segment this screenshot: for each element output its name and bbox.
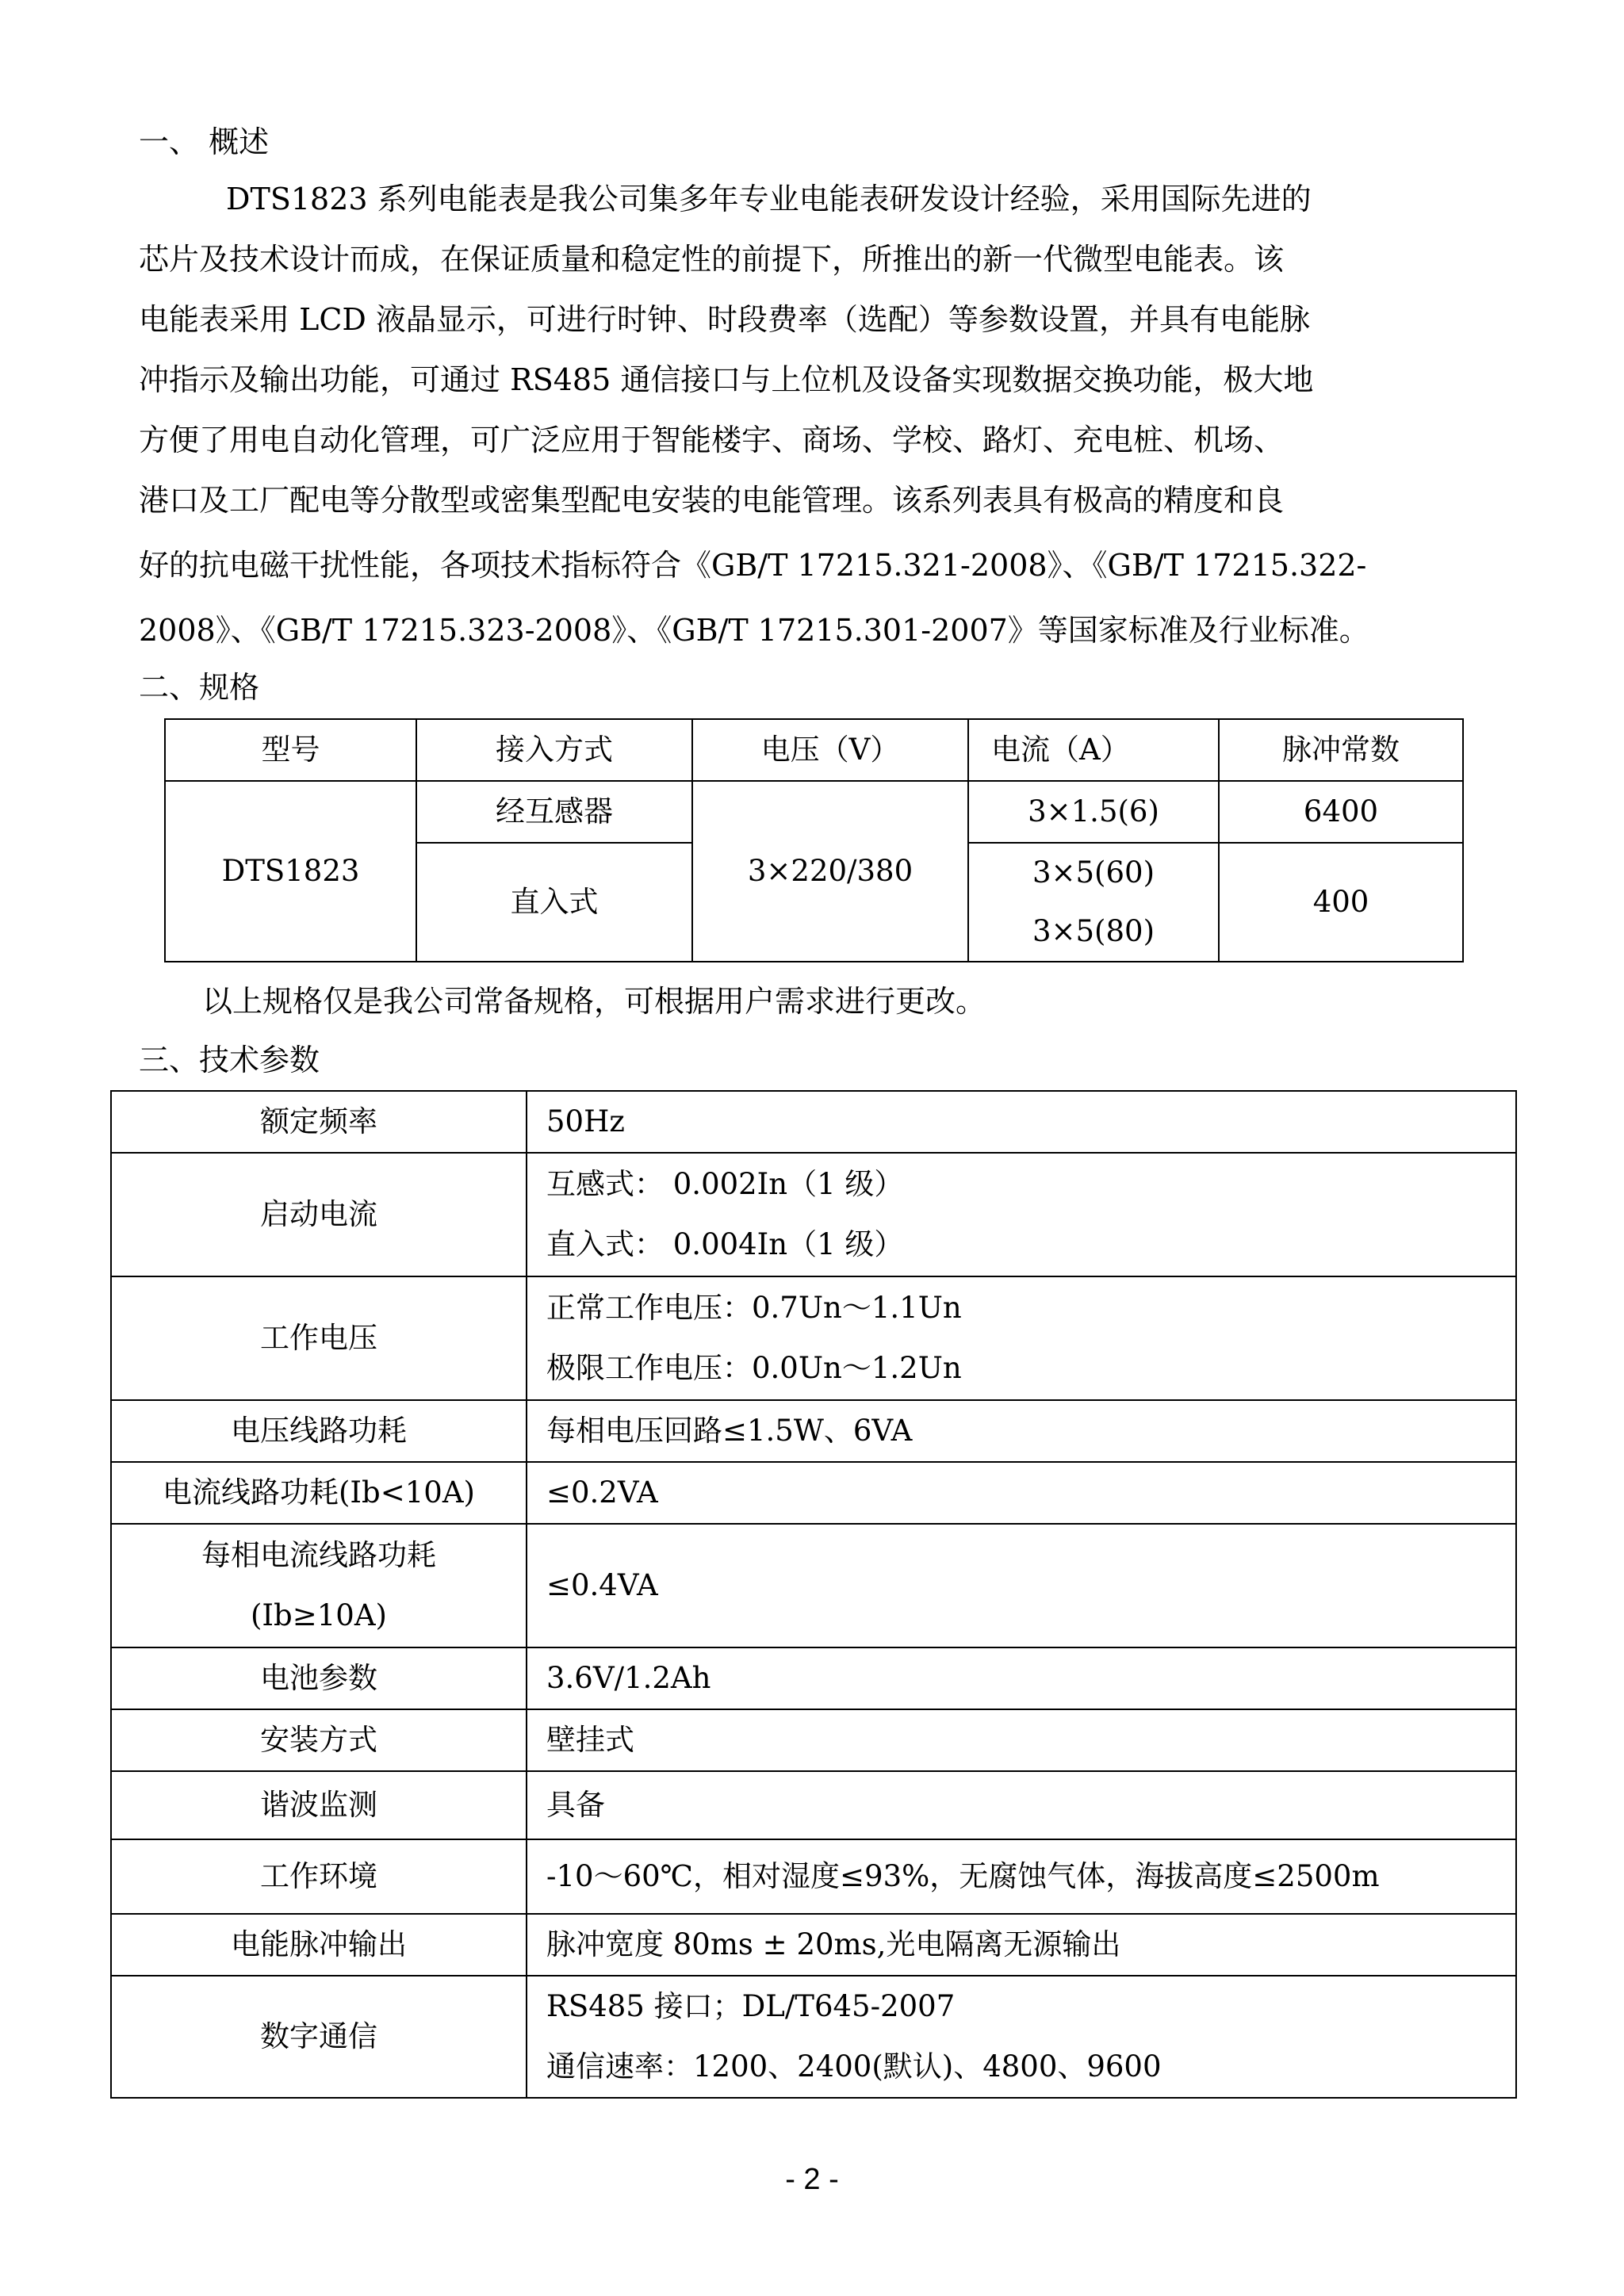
- model-cell: DTS1823: [165, 781, 416, 962]
- parameter-value: 50Hz: [527, 1091, 1516, 1153]
- parameter-name: 启动电流: [111, 1153, 527, 1276]
- parameter-name: 电流线路功耗(Ib<10A): [111, 1462, 527, 1524]
- parameter-value: -10～60℃，相对湿度≤93%，无腐蚀气体，海拔高度≤2500m: [527, 1839, 1516, 1914]
- current-cell: [968, 843, 1219, 962]
- current-value: 3×5(60): [1032, 855, 1155, 890]
- parameter-value: ≤0.2VA: [527, 1462, 1516, 1524]
- header-cell-pulse-constant: 脉冲常数: [1219, 719, 1463, 781]
- value-line: 正常工作电压：0.7Un～1.1Un: [546, 1291, 962, 1325]
- parameter-name: [111, 1524, 527, 1647]
- parameter-value: ≤0.4VA: [527, 1524, 1516, 1647]
- table-row: [111, 1462, 1516, 1524]
- paragraph-line: 冲指示及输出功能，可通过 RS485 通信接口与上位机及设备实现数据交换功能，极大地: [139, 362, 1314, 397]
- specification-table: [164, 718, 1464, 962]
- table-row: [111, 1914, 1516, 1976]
- parameter-name: 安装方式: [111, 1709, 527, 1771]
- pulse-constant-cell: 400: [1219, 843, 1463, 962]
- table-row: [111, 1976, 1516, 2098]
- current-value: 3×5(80): [1032, 914, 1155, 948]
- value-line: 通信速率：1200、2400(默认)、4800、9600: [546, 2049, 1162, 2084]
- paragraph-line: 方便了用电自动化管理，可广泛应用于智能楼宇、商场、学校、路灯、充电桩、机场、: [139, 423, 1285, 457]
- name-line: 每相电流线路功耗: [201, 1538, 436, 1572]
- paragraph-line: DTS1823 系列电能表是我公司集多年专业电能表研发设计经验，采用国际先进的: [226, 182, 1312, 216]
- section-heading-technical-parameters: 三、技术参数: [139, 1043, 320, 1077]
- header-cell-current: 电流（A）: [968, 719, 1219, 781]
- paragraph-line: 电能表采用 LCD 液晶显示，可进行时钟、时段费率（选配）等参数设置，并具有电能脉: [139, 302, 1310, 337]
- table-row: [111, 1524, 1516, 1647]
- value-line: 互感式： 0.002In（1 级）: [546, 1167, 904, 1201]
- access-cell: 经互感器: [416, 781, 692, 843]
- parameter-name: 电池参数: [111, 1647, 527, 1709]
- value-line: 直入式： 0.004In（1 级）: [546, 1227, 904, 1261]
- parameter-name: 额定频率: [111, 1091, 527, 1153]
- header-cell-model: 型号: [165, 719, 416, 781]
- voltage-cell: 3×220/380: [692, 781, 968, 962]
- parameter-value: [527, 1276, 1516, 1400]
- table-row: [111, 1709, 1516, 1771]
- paragraph-line: 芯片及技术设计而成，在保证质量和稳定性的前提下，所推出的新一代微型电能表。该: [139, 242, 1285, 277]
- parameter-value: [527, 1976, 1516, 2098]
- table-row: [111, 1091, 1516, 1153]
- parameter-value: 脉冲宽度 80ms ± 20ms,光电隔离无源输出: [527, 1914, 1516, 1976]
- parameter-name: 数字通信: [111, 1976, 527, 2098]
- table-row: [111, 1771, 1516, 1839]
- parameter-name: 工作电压: [111, 1276, 527, 1400]
- access-cell: 直入式: [416, 843, 692, 962]
- table-row: [165, 781, 1463, 843]
- paragraph-line: 好的抗电磁干扰性能，各项技术指标符合《GB/T 17215.321-2008》、《GB/T 17215.322-: [139, 548, 1367, 583]
- parameter-value: 3.6V/1.2Ah: [527, 1647, 1516, 1709]
- paragraph-line: 2008》、《GB/T 17215.323-2008》、《GB/T 17215.301-2007》等国家标准及行业标准。: [139, 613, 1369, 648]
- parameter-name: 谐波监测: [111, 1771, 527, 1839]
- table-header-row: [165, 719, 1463, 781]
- value-line: 极限工作电压：0.0Un～1.2Un: [546, 1351, 962, 1385]
- table-row: [111, 1276, 1516, 1400]
- parameter-name: 工作环境: [111, 1839, 527, 1914]
- parameter-value: 每相电压回路≤1.5W、6VA: [527, 1400, 1516, 1462]
- table-row: [111, 1400, 1516, 1462]
- parameter-name: 电能脉冲输出: [111, 1914, 527, 1976]
- value-line: RS485 接口；DL/T645-2007: [546, 1989, 956, 2023]
- parameter-value: 具备: [527, 1771, 1516, 1839]
- table-row: [111, 1647, 1516, 1709]
- section-heading-overview: 一、 概述: [139, 124, 270, 159]
- parameter-name: 电压线路功耗: [111, 1400, 527, 1462]
- page-number: - 2 -: [785, 2163, 839, 2196]
- section-heading-specification: 二、规格: [139, 670, 260, 705]
- technical-parameters-table: [110, 1090, 1517, 2099]
- table-row: [111, 1839, 1516, 1914]
- pulse-constant-cell: 6400: [1219, 781, 1463, 843]
- header-cell-access: 接入方式: [416, 719, 692, 781]
- specification-note: 以上规格仅是我公司常备规格，可根据用户需求进行更改。: [202, 984, 986, 1019]
- parameter-value: 壁挂式: [527, 1709, 1516, 1771]
- paragraph-line: 港口及工厂配电等分散型或密集型配电安装的电能管理。该系列表具有极高的精度和良: [139, 483, 1285, 518]
- table-row: [111, 1153, 1516, 1276]
- name-line: (Ib≥10A): [251, 1598, 387, 1632]
- parameter-value: [527, 1153, 1516, 1276]
- header-cell-voltage: 电压（V）: [692, 719, 968, 781]
- current-cell: 3×1.5(6): [968, 781, 1219, 843]
